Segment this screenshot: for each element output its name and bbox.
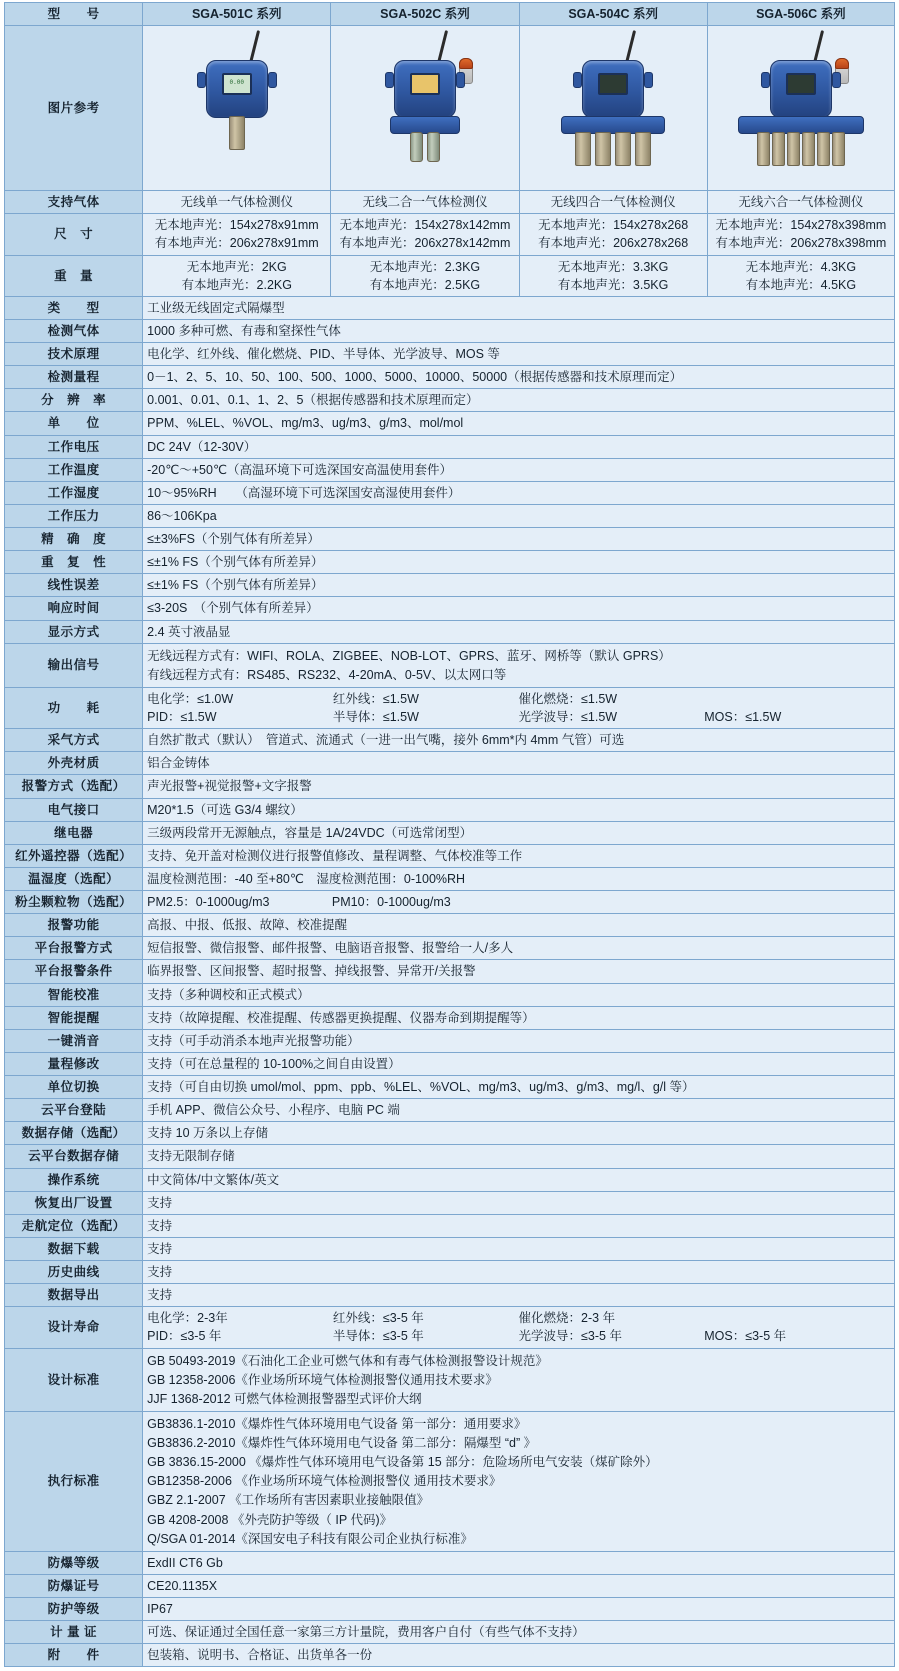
row-value-mute: 支持（可手动消杀本地声光报警功能） <box>143 1029 895 1052</box>
weight-4-line-1: 无本地声光：4.3KG <box>745 259 857 274</box>
exec-standard-line-1: GB3836.1-2010《爆炸性气体环境用电气设备 第一部分：通用要求》 <box>147 1416 527 1431</box>
size-4-line-1: 无本地声光：154x278x398mm <box>715 218 887 233</box>
design-standard-line-3: JJF 1368-2012 可燃气体检测报警器型式评价大纲 <box>147 1391 422 1406</box>
model-header-3: SGA-504C 系列 <box>519 3 707 26</box>
model-header-4: SGA-506C 系列 <box>707 3 894 26</box>
table-row-smart-calibration <box>5 983 895 1006</box>
row-label-smart-calibration: 智能校准 <box>5 983 143 1006</box>
table-row-display <box>5 620 895 643</box>
row-value-housing: 铝合金铸体 <box>143 752 895 775</box>
gas-detector-single-icon: 0.00 <box>162 28 312 188</box>
row-label-ip-grade: 防护等级 <box>5 1598 143 1621</box>
table-row-data-download <box>5 1237 895 1260</box>
table-row-ip-grade <box>5 1598 895 1621</box>
row-label-data-download: 数据下载 <box>5 1237 143 1260</box>
row-value-dust-option: PM2.5：0-1000ug/m3 PM10：0-1000ug/m3 <box>143 891 895 914</box>
table-row-design-life <box>5 1307 895 1348</box>
design-standard-line-2: GB 12358-2006《作业场所环境气体检测报警仪通用技术要求》 <box>147 1372 498 1387</box>
power-cell-1: 电化学：≤1.0W <box>147 691 234 706</box>
row-label-design-life: 设计寿命 <box>5 1307 143 1348</box>
table-row-os <box>5 1168 895 1191</box>
weight-3-line-1: 无本地声光：3.3KG <box>557 259 669 274</box>
row-label-data-storage: 数据存储（选配） <box>5 1122 143 1145</box>
row-value-alarm-mode: 声光报警+视觉报警+文字报警 <box>143 775 895 798</box>
row-label-range-modify: 量程修改 <box>5 1052 143 1075</box>
row-label-principle: 技术原理 <box>5 343 143 366</box>
exec-standard-line-7: Q/SGA 01-2014《深国安电子科技有限公司企业执行标准》 <box>147 1531 473 1546</box>
row-label-temp-humidity-option: 温湿度（选配） <box>5 867 143 890</box>
row-label-exec-standard: 执行标准 <box>5 1411 143 1551</box>
row-value-os: 中文简体/中文繁体/英文 <box>143 1168 895 1191</box>
device-image-1 <box>143 26 331 191</box>
specification-table <box>4 2 895 1667</box>
row-label-mobile-positioning: 走航定位（选配） <box>5 1214 143 1237</box>
table-row-output-signal <box>5 643 895 687</box>
row-label-display: 显示方式 <box>5 620 143 643</box>
row-value-range-modify: 支持（可在总量程的 10-100%之间自由设置） <box>143 1052 895 1075</box>
weight-1-line-1: 无本地声光：2KG <box>186 259 287 274</box>
weight-2 <box>331 255 519 296</box>
size-1-line-2: 有本地声光：206x278x91mm <box>154 236 319 251</box>
support-gas-2: 无线二合一气体检测仪 <box>331 191 519 214</box>
table-row-response-time <box>5 597 895 620</box>
row-value-display: 2.4 英寸液晶显 <box>143 620 895 643</box>
table-row-ir-remote <box>5 844 895 867</box>
row-value-pressure: 86～106Kpa <box>143 504 895 527</box>
power-cell-6: 半导体：≤1.5W <box>332 710 419 724</box>
table-row-electrical-interface <box>5 798 895 821</box>
row-label-design-standard: 设计标准 <box>5 1348 143 1411</box>
table-row-weight <box>5 255 895 296</box>
row-label-resolution: 分 辨 率 <box>5 389 143 412</box>
size-1 <box>143 214 331 255</box>
size-2-line-1: 无本地声光：154x278x142mm <box>339 218 511 233</box>
weight-1-line-2: 有本地声光：2.2KG <box>181 277 292 292</box>
row-value-data-download: 支持 <box>143 1237 895 1260</box>
table-row-temp-humidity-option <box>5 867 895 890</box>
table-row-detect-gas <box>5 319 895 342</box>
row-label-size: 尺 寸 <box>5 214 143 255</box>
row-value-humidity: 10～95%RH （高湿环境下可选深国安高湿使用套件） <box>143 481 895 504</box>
table-row-voltage <box>5 435 895 458</box>
table-row-support-gas <box>5 191 895 214</box>
row-value-data-export: 支持 <box>143 1284 895 1307</box>
table-row-metrology-cert <box>5 1621 895 1644</box>
row-value-platform-alarm-condition: 临界报警、区间报警、超时报警、掉线报警、异常开/关报警 <box>143 960 895 983</box>
power-cell-4 <box>704 690 890 708</box>
weight-2-line-2: 有本地声光：2.5KG <box>369 277 481 292</box>
row-label-alarm-mode: 报警方式（选配） <box>5 775 143 798</box>
model-header-2: SGA-502C 系列 <box>331 3 519 26</box>
row-value-platform-alarm-mode: 短信报警、微信报警、邮件报警、电脑语音报警、报警给一人/多人 <box>143 937 895 960</box>
table-row-resolution <box>5 389 895 412</box>
row-value-design-life <box>143 1307 895 1348</box>
design-standard-line-1: GB 50493-2019《石油化工企业可燃气体和有毒气体检测报警设计规范》 <box>147 1353 548 1368</box>
life-cell-4 <box>704 1309 890 1327</box>
table-row-mute <box>5 1029 895 1052</box>
table-row-humidity <box>5 481 895 504</box>
row-value-relay: 三级两段常开无源触点，容量是 1A/24VDC（可选常闭型） <box>143 821 895 844</box>
weight-4 <box>707 255 894 296</box>
row-value-range: 0－1、2、5、10、50、100、500、1000、5000、10000、50000（根据传感器和技术原理而定） <box>143 366 895 389</box>
weight-2-line-1: 无本地声光：2.3KG <box>369 259 481 274</box>
device-image-2 <box>331 26 519 191</box>
row-value-resolution: 0.001、0.01、0.1、1、2、5（根据传感器和技术原理而定） <box>143 389 895 412</box>
row-value-unit: PPM、%LEL、%VOL、mg/m3、ug/m3、g/m3、mol/mol <box>143 412 895 435</box>
row-label-output-signal: 输出信号 <box>5 643 143 687</box>
device-image-3 <box>519 26 707 191</box>
row-value-unit-switch: 支持（可自由切换 umol/mol、ppm、ppb、%LEL、%VOL、mg/m3、ug/m3、g/m3、mg/l、g/l 等） <box>143 1076 895 1099</box>
row-value-type: 工业级无线固定式隔爆型 <box>143 296 895 319</box>
exec-standard-line-6: GB 4208-2008 《外壳防护等级（ IP 代码)》 <box>147 1512 393 1527</box>
table-row-repeatability <box>5 551 895 574</box>
table-row-range-modify <box>5 1052 895 1075</box>
row-value-ex-grade: ExdII CT6 Gb <box>143 1551 895 1574</box>
row-value-data-storage: 支持 10 万条以上存储 <box>143 1122 895 1145</box>
row-value-factory-reset: 支持 <box>143 1191 895 1214</box>
support-gas-1: 无线单一气体检测仪 <box>143 191 331 214</box>
table-row-smart-reminder <box>5 1006 895 1029</box>
exec-standard-line-3: GB 3836.15-2000 《爆炸性气体环境用电气设备第 15 部分：危险场所电气安装（煤矿除外） <box>147 1455 658 1470</box>
row-value-design-standard <box>143 1348 895 1411</box>
device-image-4 <box>707 26 894 191</box>
table-row-unit-switch <box>5 1076 895 1099</box>
row-label-unit: 单 位 <box>5 412 143 435</box>
row-label-ex-cert: 防爆证号 <box>5 1574 143 1597</box>
size-2-line-2: 有本地声光：206x278x142mm <box>339 236 511 251</box>
table-row-data-storage <box>5 1122 895 1145</box>
support-gas-4: 无线六合一气体检测仪 <box>707 191 894 214</box>
row-value-metrology-cert: 可选、保证通过全国任意一家第三方计量院，费用客户自付（有些气体不支持） <box>143 1621 895 1644</box>
exec-standard-line-5: GBZ 2.1-2007 《工作场所有害因素职业接触限值》 <box>147 1493 430 1508</box>
row-value-mobile-positioning: 支持 <box>143 1214 895 1237</box>
gas-detector-hex-icon <box>726 28 876 188</box>
row-label-cloud-storage: 云平台数据存储 <box>5 1145 143 1168</box>
support-gas-3: 无线四合一气体检测仪 <box>519 191 707 214</box>
row-label-humidity: 工作湿度 <box>5 481 143 504</box>
row-label-temperature: 工作温度 <box>5 458 143 481</box>
power-cell-8: MOS：≤1.5W <box>704 710 782 724</box>
row-label-type: 类 型 <box>5 296 143 319</box>
row-label-accuracy: 精 确 度 <box>5 528 143 551</box>
row-value-ip-grade: IP67 <box>143 1598 895 1621</box>
table-row-alarm-function <box>5 914 895 937</box>
table-row-mobile-positioning <box>5 1214 895 1237</box>
row-label-metrology-cert: 计 量 证 <box>5 1621 143 1644</box>
size-1-line-1: 无本地声光：154x278x91mm <box>154 218 319 233</box>
life-cell-8: MOS：≤3-5 年 <box>704 1329 787 1344</box>
table-row-linearity <box>5 574 895 597</box>
table-row-type <box>5 296 895 319</box>
table-row-accuracy <box>5 528 895 551</box>
row-value-temp-humidity-option: 温度检测范围：-40 至+80℃ 湿度检测范围：0-100%RH <box>143 867 895 890</box>
weight-3 <box>519 255 707 296</box>
row-label-platform-alarm-condition: 平台报警条件 <box>5 960 143 983</box>
table-row-platform-alarm-mode <box>5 937 895 960</box>
table-row-factory-reset <box>5 1191 895 1214</box>
table-row-image <box>5 26 895 191</box>
row-value-history-curve: 支持 <box>143 1261 895 1284</box>
table-row-ex-grade <box>5 1551 895 1574</box>
row-value-power <box>143 687 895 728</box>
row-label-response-time: 响应时间 <box>5 597 143 620</box>
life-cell-7: 光学波导：≤3-5 年 <box>518 1329 622 1344</box>
table-row-dust-option <box>5 891 895 914</box>
row-label-unit-switch: 单位切换 <box>5 1076 143 1099</box>
size-3-line-1: 无本地声光：154x278x268 <box>538 218 689 233</box>
row-value-alarm-function: 高报、中报、低报、故障、校准提醒 <box>143 914 895 937</box>
row-value-output-signal <box>143 643 895 687</box>
table-row-temperature <box>5 458 895 481</box>
table-row-cloud-storage <box>5 1145 895 1168</box>
gas-detector-quad-icon <box>538 28 688 188</box>
row-label-housing: 外壳材质 <box>5 752 143 775</box>
row-value-principle: 电化学、红外线、催化燃烧、PID、半导体、光学波导、MOS 等 <box>143 343 895 366</box>
row-label-range: 检测量程 <box>5 366 143 389</box>
row-label-pressure: 工作压力 <box>5 504 143 527</box>
exec-standard-line-2: GB3836.2-2010《爆炸性气体环境用电气设备 第二部分：隔爆型 “d” 》 <box>147 1436 537 1450</box>
row-label-repeatability: 重 复 性 <box>5 551 143 574</box>
power-cell-3: 催化燃烧：≤1.5W <box>518 691 618 706</box>
power-cell-7: 光学波导：≤1.5W <box>518 710 618 724</box>
weight-1 <box>143 255 331 296</box>
size-4 <box>707 214 894 255</box>
row-label-dust-option: 粉尘颗粒物（选配） <box>5 891 143 914</box>
table-row-exec-standard <box>5 1411 895 1551</box>
row-value-smart-calibration: 支持（多种调校和正式模式） <box>143 983 895 1006</box>
row-value-voltage: DC 24V（12-30V） <box>143 435 895 458</box>
table-row-principle <box>5 343 895 366</box>
power-cell-5: PID：≤1.5W <box>147 710 217 724</box>
row-value-cloud-storage: 支持无限制存储 <box>143 1145 895 1168</box>
row-label-model: 型 号 <box>5 3 143 26</box>
row-value-electrical-interface: M20*1.5（可选 G3/4 螺纹） <box>143 798 895 821</box>
life-cell-3: 催化燃烧：2-3 年 <box>518 1311 616 1326</box>
table-row-alarm-mode <box>5 775 895 798</box>
row-label-voltage: 工作电压 <box>5 435 143 458</box>
row-value-ir-remote: 支持、免开盖对检测仪进行报警值修改、量程调整、气体校准等工作 <box>143 844 895 867</box>
row-label-platform-alarm-mode: 平台报警方式 <box>5 937 143 960</box>
row-value-response-time: ≤3-20S （个别气体有所差异） <box>143 597 895 620</box>
row-value-temperature: -20℃～+50℃（高温环境下可选深国安高温使用套件） <box>143 458 895 481</box>
weight-3-line-2: 有本地声光：3.5KG <box>557 277 669 292</box>
size-3-line-2: 有本地声光：206x278x268 <box>538 236 689 251</box>
row-value-smart-reminder: 支持（故障提醒、校准提醒、传感器更换提醒、仪器寿命到期提醒等） <box>143 1006 895 1029</box>
table-row-ex-cert <box>5 1574 895 1597</box>
row-value-repeatability: ≤±1% FS（个别气体有所差异） <box>143 551 895 574</box>
row-value-accessories: 包装箱、说明书、合格证、出货单各一份 <box>143 1644 895 1667</box>
row-label-smart-reminder: 智能提醒 <box>5 1006 143 1029</box>
row-label-cloud-login: 云平台登陆 <box>5 1099 143 1122</box>
size-2 <box>331 214 519 255</box>
row-value-sampling: 自然扩散式（默认） 管道式、流通式（一进一出气嘴，接外 6mm*内 4mm 气管）可选 <box>143 729 895 752</box>
life-cell-5: PID：≤3-5 年 <box>147 1329 222 1344</box>
row-value-detect-gas: 1000 多种可燃、有毒和窒探性气体 <box>143 319 895 342</box>
size-3 <box>519 214 707 255</box>
row-label-os: 操作系统 <box>5 1168 143 1191</box>
table-row-sampling <box>5 729 895 752</box>
table-row-housing <box>5 752 895 775</box>
row-value-exec-standard <box>143 1411 895 1551</box>
table-row-design-standard <box>5 1348 895 1411</box>
output-signal-line-2: 有线远程方式有：RS485、RS232、4-20mA、0-5V、以太网口等 <box>147 667 507 682</box>
power-cell-2: 红外线：≤1.5W <box>332 691 419 706</box>
weight-4-line-2: 有本地声光：4.5KG <box>745 277 857 292</box>
row-label-history-curve: 历史曲线 <box>5 1261 143 1284</box>
row-label-mute: 一键消音 <box>5 1029 143 1052</box>
model-header-1: SGA-501C 系列 <box>143 3 331 26</box>
table-row-unit <box>5 412 895 435</box>
row-label-ex-grade: 防爆等级 <box>5 1551 143 1574</box>
output-signal-line-1: 无线远程方式有：WIFI、ROLA、ZIGBEE、NOB-LOT、GPRS、蓝牙、网桥等（默认 GPRS） <box>147 648 671 663</box>
life-cell-6: 半导体：≤3-5 年 <box>332 1329 424 1344</box>
gas-detector-dual-icon <box>350 28 500 188</box>
life-cell-2: 红外线：≤3-5 年 <box>332 1311 424 1326</box>
table-row-accessories <box>5 1644 895 1667</box>
exec-standard-line-4: GB12358-2006 《作业场所环境气体检测报警仪 通用技术要求》 <box>147 1474 502 1489</box>
row-value-ex-cert: CE20.1135X <box>143 1574 895 1597</box>
row-label-power: 功 耗 <box>5 687 143 728</box>
row-label-data-export: 数据导出 <box>5 1284 143 1307</box>
row-label-detect-gas: 检测气体 <box>5 319 143 342</box>
row-label-weight: 重 量 <box>5 255 143 296</box>
size-4-line-2: 有本地声光：206x278x398mm <box>715 236 887 251</box>
table-row-history-curve <box>5 1261 895 1284</box>
row-label-ir-remote: 红外遥控器（选配） <box>5 844 143 867</box>
life-cell-1: 电化学：2-3年 <box>147 1311 228 1326</box>
row-label-relay: 继电器 <box>5 821 143 844</box>
row-value-linearity: ≤±1% FS（个别气体有所差异） <box>143 574 895 597</box>
table-row-cloud-login <box>5 1099 895 1122</box>
row-label-sampling: 采气方式 <box>5 729 143 752</box>
row-label-image: 图片参考 <box>5 26 143 191</box>
row-value-accuracy: ≤±3%FS（个别气体有所差异） <box>143 528 895 551</box>
table-row-data-export <box>5 1284 895 1307</box>
row-label-factory-reset: 恢复出厂设置 <box>5 1191 143 1214</box>
table-row-relay <box>5 821 895 844</box>
table-row-size <box>5 214 895 255</box>
table-row-range <box>5 366 895 389</box>
row-label-linearity: 线性误差 <box>5 574 143 597</box>
row-label-accessories: 附 件 <box>5 1644 143 1667</box>
table-row-power <box>5 687 895 728</box>
row-label-support-gas: 支持气体 <box>5 191 143 214</box>
row-label-alarm-function: 报警功能 <box>5 914 143 937</box>
table-row-model <box>5 3 895 26</box>
table-row-pressure <box>5 504 895 527</box>
table-row-platform-alarm-condition <box>5 960 895 983</box>
row-value-cloud-login: 手机 APP、微信公众号、小程序、电脑 PC 端 <box>143 1099 895 1122</box>
row-label-electrical-interface: 电气接口 <box>5 798 143 821</box>
